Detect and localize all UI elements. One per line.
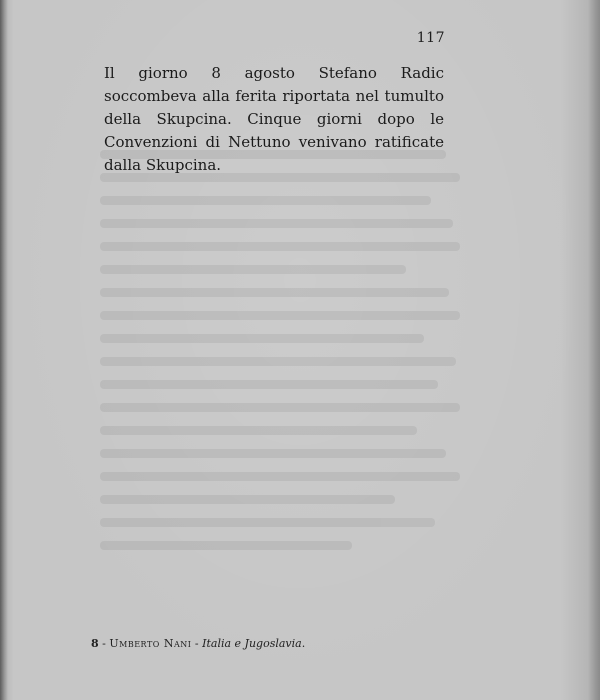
footer-signature <box>91 637 305 650</box>
body-paragraph: Il giorno 8 agosto Stefano Radic soccombeva alla ferita riportata nel tumulto della Skupcina. Cinque giorni dopo le Convenzioni di Nettuno venivano ratificate dalla Skupcina. <box>104 64 444 174</box>
page-left-shadow <box>0 0 8 700</box>
footer-separator: - <box>191 637 203 650</box>
bleed-through-text <box>100 150 460 590</box>
footer-book-title: Italia e Jugoslavia <box>202 637 302 650</box>
footer-separator: - <box>98 637 110 650</box>
page-number: 117 <box>416 30 445 46</box>
footer-author: Umberto Nani <box>109 637 192 650</box>
footer-end: . <box>301 637 306 650</box>
footer-signature-number: 8 <box>91 637 99 650</box>
page-right-shadow <box>588 0 600 700</box>
body-text <box>104 62 444 177</box>
